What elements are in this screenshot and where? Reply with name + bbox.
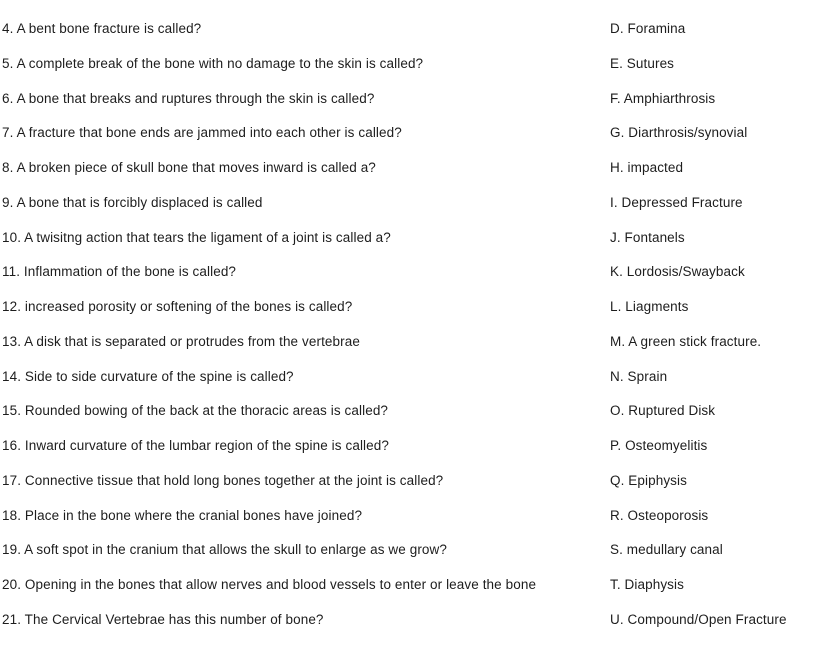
question-text: 4. A bent bone fracture is called? (2, 21, 202, 36)
question-text: 7. A fracture that bone ends are jammed into each other is called? (2, 125, 402, 141)
question-text: 10. A twisitng action that tears the ligament of a joint is called a? (2, 229, 391, 245)
answer-option: R. Osteoporosis (610, 507, 709, 523)
match-row (2, 609, 816, 630)
question-text: 8. A broken piece of skull bone that moves inward is called a? (2, 160, 376, 175)
answer-option: H. impacted (610, 160, 684, 175)
match-row (2, 435, 816, 456)
answer-option: G. Diarthrosis/synovial (610, 125, 748, 141)
question-text: 21. The Cervical Vertebrae has this number of bone? (2, 611, 324, 627)
answer-option: F. Amphiarthrosis (610, 90, 716, 106)
match-row (2, 400, 816, 421)
question-text: 9. A bone that is forcibly displaced is called (2, 194, 263, 210)
question-text: 13. A disk that is separated or protrudes from the vertebrae (2, 333, 360, 349)
match-row (2, 505, 816, 526)
answer-option: E. Sutures (610, 55, 675, 71)
answer-option: S. medullary canal (610, 542, 723, 558)
answer-option: O. Ruptured Disk (610, 403, 716, 419)
match-row (2, 157, 816, 178)
question-text: 17. Connective tissue that hold long bones together at the joint is called? (2, 472, 444, 488)
question-text: 6. A bone that breaks and ruptures through the skin is called? (2, 90, 375, 106)
question-text: 5. A complete break of the bone with no damage to the skin is called? (2, 55, 424, 71)
answer-option: L. Liagments (610, 299, 689, 314)
match-row (2, 122, 816, 143)
match-row (2, 261, 816, 282)
question-text: 16. Inward curvature of the lumbar region of the spine is called? (2, 438, 389, 453)
answer-option: P. Osteomyelitis (610, 438, 708, 453)
question-text: 18. Place in the bone where the cranial bones have joined? (2, 507, 363, 523)
match-row (2, 18, 816, 39)
question-text: 11. Inflammation of the bone is called? (2, 264, 237, 280)
match-row (2, 296, 816, 317)
match-row (2, 470, 816, 491)
match-row (2, 192, 816, 213)
question-text: 20. Opening in the bones that allow nerves and blood vessels to enter or leave the bone (2, 577, 537, 592)
match-row (2, 88, 816, 109)
answer-option: Q. Epiphysis (610, 472, 687, 488)
answer-option: K. Lordosis/Swayback (610, 264, 745, 280)
answer-option: J. Fontanels (610, 229, 685, 245)
match-row (2, 366, 816, 387)
answer-option: U. Compound/Open Fracture (610, 611, 787, 627)
match-row (2, 574, 816, 595)
answer-option: N. Sprain (610, 368, 668, 384)
answer-option: T. Diaphysis (610, 577, 684, 592)
question-text: 15. Rounded bowing of the back at the thoracic areas is called? (2, 403, 389, 419)
question-text: 12. increased porosity or softening of the bones is called? (2, 299, 353, 314)
answer-option: I. Depressed Fracture (610, 194, 743, 210)
quiz-rows (2, 18, 816, 630)
question-text: 19. A soft spot in the cranium that allows the skull to enlarge as we grow? (2, 542, 447, 558)
match-row (2, 331, 816, 352)
match-row (2, 227, 816, 248)
match-row (2, 53, 816, 74)
match-row (2, 539, 816, 560)
answer-option: M. A green stick fracture. (610, 333, 762, 349)
answer-option: D. Foramina (610, 21, 686, 36)
question-text: 14. Side to side curvature of the spine is called? (2, 368, 294, 384)
